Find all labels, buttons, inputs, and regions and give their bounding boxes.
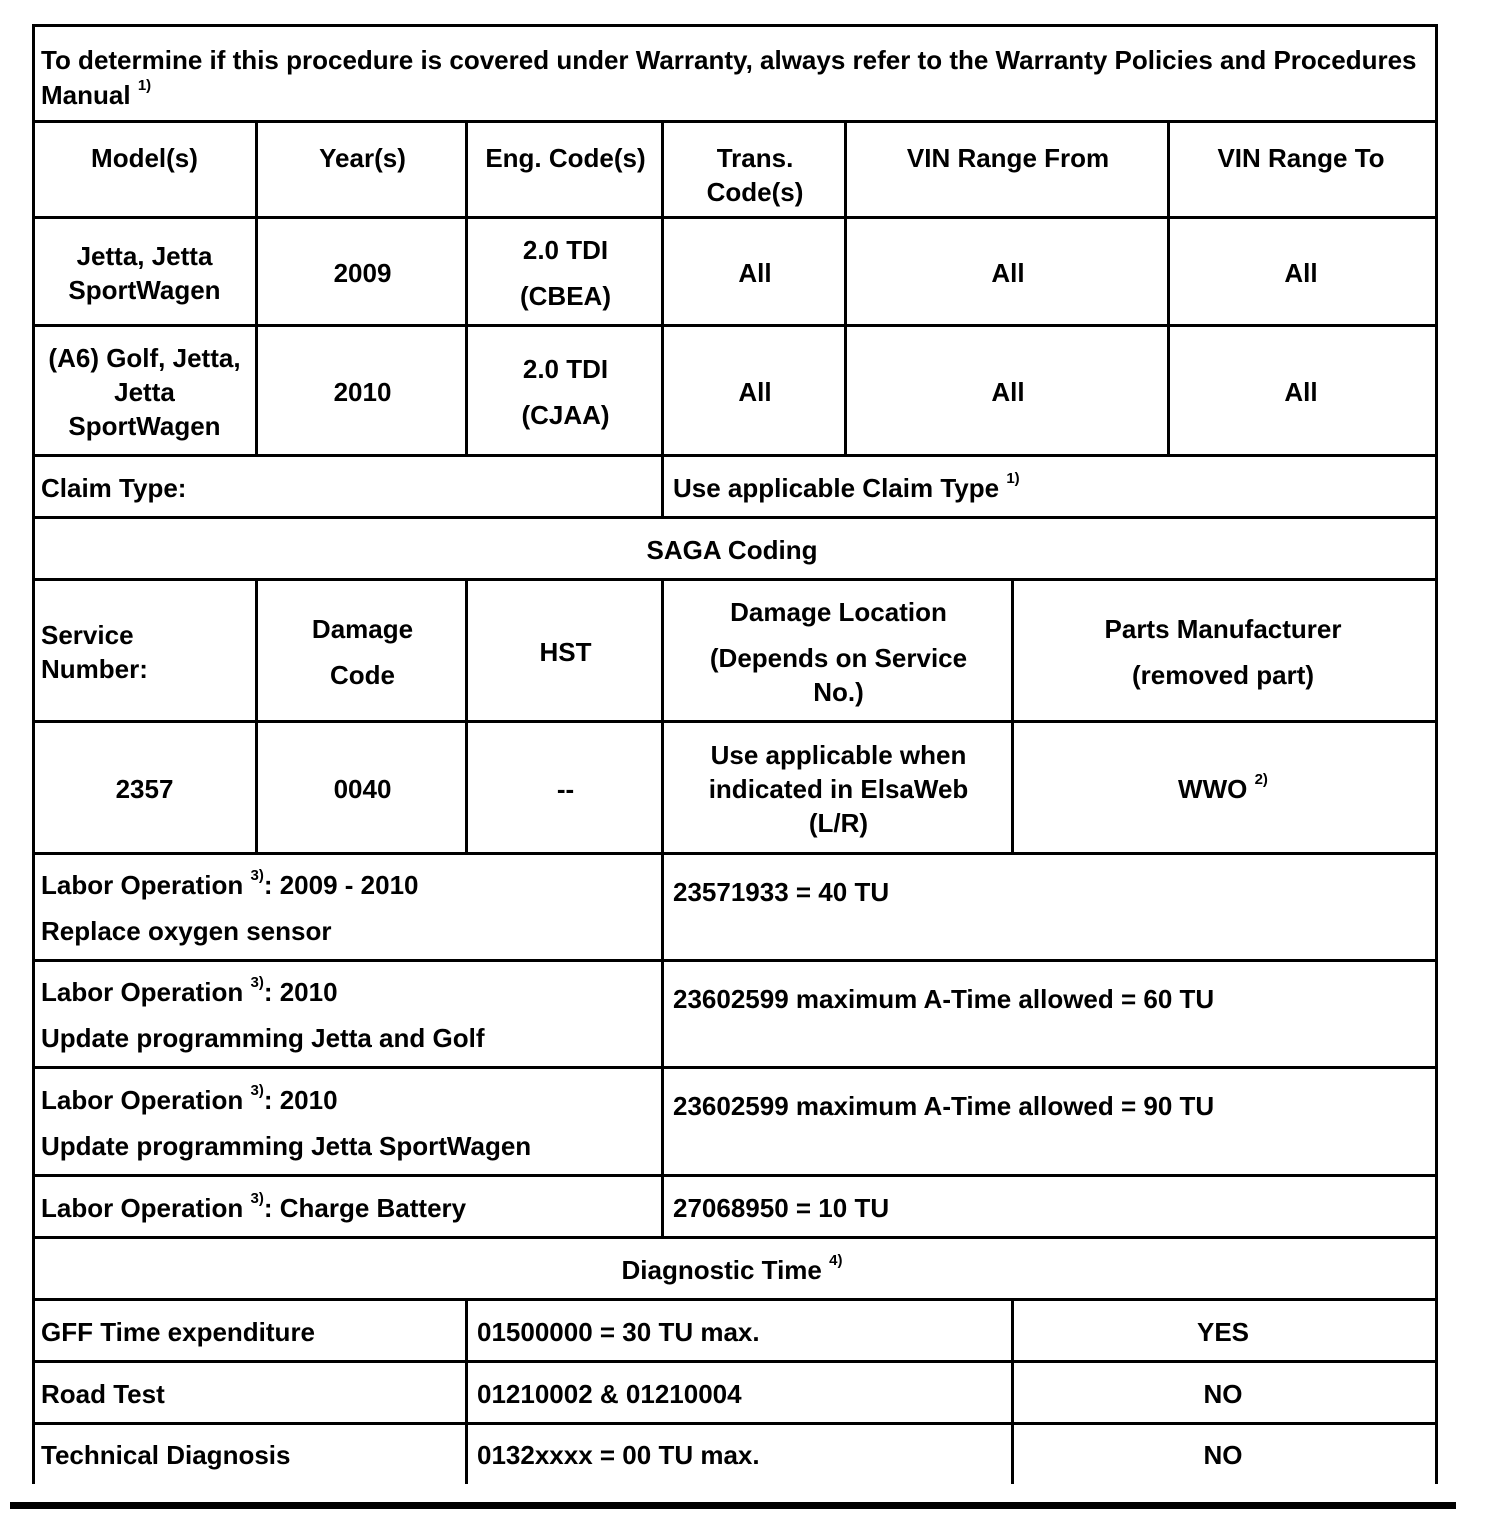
trans-cell: All [661,219,846,326]
footnote-ref: 3) [250,1081,264,1099]
service-number-value: 2357 [115,773,174,804]
labor-value: 23571933 = 40 TU [661,855,1432,961]
damage-code-value: 0040 [255,723,467,854]
eng-code-cell: 2.0 TDI (CBEA) [465,219,663,326]
labor-value: 23602599 maximum A-Time allowed = 60 TU [661,962,1432,1068]
labor-description: Labor Operation $^{3)}$: 2010 Update programming Jetta SportWagen [41,1081,532,1161]
header-damage-location: Damage Location (Depends on Service No.) [661,581,1013,722]
footnote-ref: 1) [137,76,152,94]
intro-text: To determine if this procedure is covered under Warranty, always refer to the Warranty Policies and Procedures Manual $^{1)}$ [41,44,1417,110]
saga-header-row [32,578,1438,722]
labor-row [32,959,1438,1068]
vin-to-cell: All [1167,219,1432,326]
diagnostic-code: 01210002 & 01210004 [465,1363,1013,1424]
header-parts-manufacturer: Parts Manufacturer (removed part) [1011,581,1432,722]
year-cell: 2010 [255,327,467,456]
intro-row [32,24,1438,122]
labor-value: 23602599 maximum A-Time allowed = 90 TU [661,1069,1432,1176]
claim-type-label: Claim Type: [41,472,187,503]
footnote-ref: 3) [250,1189,264,1207]
labor-row [32,1174,1438,1238]
header-hst: HST [465,581,663,722]
labor-row [32,1066,1438,1176]
page-bottom-rule [10,1502,1456,1509]
diagnostic-code: 01500000 = 30 TU max. [465,1301,1013,1362]
header-vin-from: VIN Range From [844,123,1169,218]
footnote-ref: 3) [250,867,264,885]
claim-type-value: Use applicable Claim Type $^{1)}$ [661,457,1432,518]
diagnostic-code: 0132xxxx = 00 TU max. [465,1425,1013,1484]
header-year: Year(s) [255,123,467,218]
header-damage-code: Damage Code [255,581,467,722]
vin-from-cell: All [844,327,1169,456]
diagnostic-name: Road Test [41,1378,165,1409]
hst-value: -- [465,723,663,854]
claim-type-row [32,454,1438,518]
vin-from-cell: All [844,219,1169,326]
header-model: Model(s) [91,143,198,173]
saga-title: SAGA Coding [646,534,818,565]
diagnostic-row [32,1298,1438,1362]
parts-manufacturer-value: WWO $^{2)}$ [1011,723,1432,854]
vehicle-row [32,216,1438,326]
labor-value: 27068950 = 10 TU [661,1177,1432,1238]
year-cell: 2009 [255,219,467,326]
footnote-ref: 4) [829,1251,843,1269]
diagnostic-name: Technical Diagnosis [41,1439,291,1470]
header-vin-to: VIN Range To [1167,123,1432,218]
saga-values-row [32,720,1438,854]
eng-code-cell: 2.0 TDI (CJAA) [465,327,663,456]
vin-to-cell: All [1167,327,1432,456]
saga-title-row [32,516,1438,580]
trans-cell: All [661,327,846,456]
header-service-number: Service Number: [41,619,148,684]
diagnostic-flag: NO [1011,1363,1432,1424]
vehicle-row [32,324,1438,456]
diagnostic-name: GFF Time expenditure [41,1316,316,1347]
diagnostic-title: Diagnostic Time $^{4)}$ [621,1251,843,1285]
footnote-ref: 3) [250,974,264,992]
damage-location-value: Use applicable when indicated in ElsaWeb (L/R) [661,723,1013,854]
header-trans-code: Trans. Code(s) [661,123,846,218]
model-cell: (A6) Golf, Jetta, Jetta SportWagen [48,342,241,441]
model-cell: Jetta, Jetta SportWagen [68,240,221,305]
diagnostic-flag: YES [1011,1301,1432,1362]
diagnostic-row [32,1422,1438,1484]
footnote-ref: 2) [1254,770,1268,788]
header-eng-code: Eng. Code(s) [465,123,663,218]
labor-row [32,852,1438,961]
diagnostic-row [32,1360,1438,1424]
diagnostic-flag: NO [1011,1425,1432,1484]
labor-description: Labor Operation $^{3)}$: 2009 - 2010 Replace oxygen sensor [41,867,419,946]
footnote-ref: 1) [1006,469,1020,487]
labor-description: Labor Operation $^{3)}$: 2010 Update programming Jetta and Golf [41,974,485,1053]
labor-description: Labor Operation $^{3)}$: Charge Battery [41,1189,467,1223]
diagnostic-title-row [32,1236,1438,1300]
vehicle-header-row [32,120,1438,218]
